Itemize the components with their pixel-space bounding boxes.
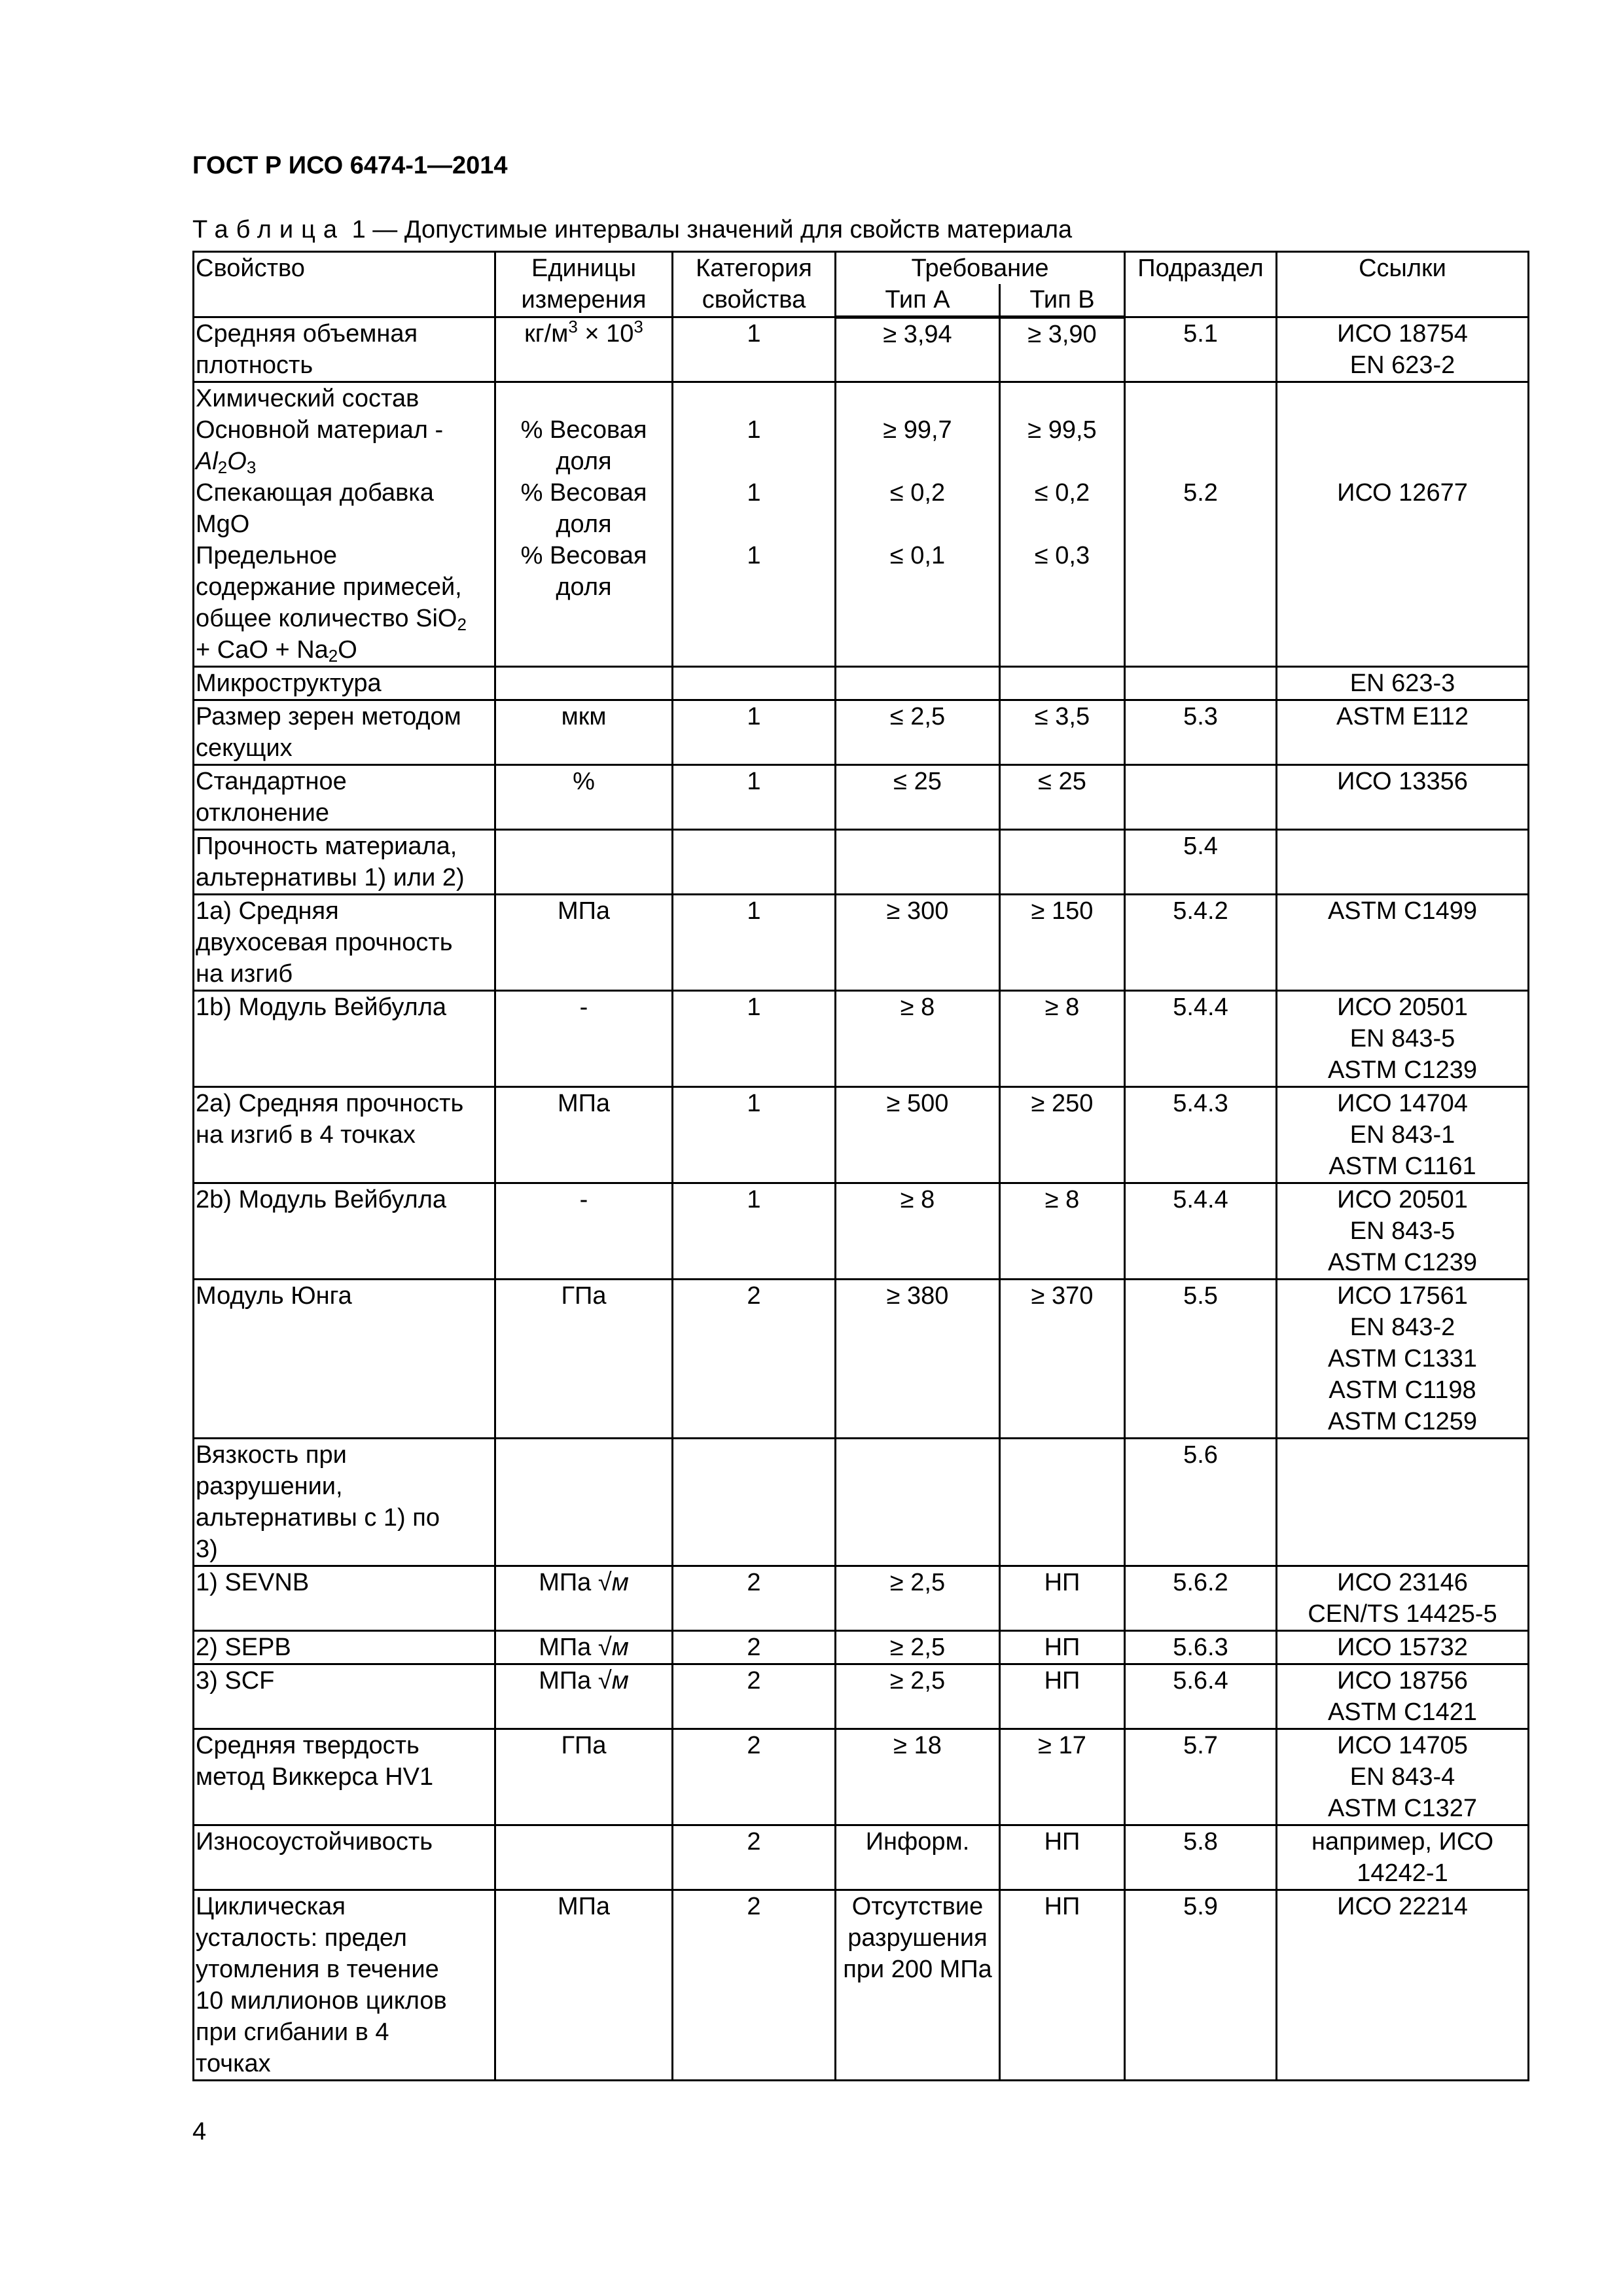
table-row: [194, 1890, 1529, 2081]
cell-property: Химический состав Основной материал - $Al_2O_3$ Спекающая добавка MgO Предельное содержание примесей, общее количество SiO$_2$ + CaO + $Na_2O$: [194, 382, 495, 667]
cell-property: Стандартное отклонение: [194, 765, 495, 830]
cell-type-a: Отсутствие разрушения при 200 МПа: [836, 1890, 1000, 2081]
cell-type-b: НП: [1000, 1566, 1125, 1631]
cell-type-a: [836, 830, 1000, 895]
cell-subsection: 5.9: [1125, 1890, 1277, 2081]
cell-subsection: 5.4: [1125, 830, 1277, 895]
cell-subsection: 5.5: [1125, 1280, 1277, 1439]
cell-type-a: ≥ 380: [836, 1280, 1000, 1439]
cell-type-a: ≥ 8: [836, 1183, 1000, 1280]
cell-unit: [495, 1825, 673, 1890]
cell-type-a: ≥ 18: [836, 1729, 1000, 1825]
cell-category: 1: [673, 1087, 836, 1183]
cell-category: 1: [673, 700, 836, 765]
cell-unit: МПа √м: [495, 1631, 673, 1664]
table-caption: [192, 217, 1072, 242]
cell-category: 1: [673, 765, 836, 830]
cell-type-b: ≤ 3,5: [1000, 700, 1125, 765]
cell-subsection: 5.7: [1125, 1729, 1277, 1825]
table-row: [194, 700, 1529, 765]
cell-unit: МПа √м: [495, 1566, 673, 1631]
table-row: [194, 1729, 1529, 1825]
table-row: [194, 991, 1529, 1087]
cell-type-b: ≥ 8: [1000, 1183, 1125, 1280]
cell-unit: МПа: [495, 895, 673, 991]
cell-subsection: 5.6.2: [1125, 1566, 1277, 1631]
cell-type-a: ≤ 2,5: [836, 700, 1000, 765]
cell-subsection: 5.6.3: [1125, 1631, 1277, 1664]
cell-unit: [495, 1439, 673, 1566]
cell-subsection: 5.4.3: [1125, 1087, 1277, 1183]
cell-type-a: ≥ 300: [836, 895, 1000, 991]
cell-property: Микроструктура: [194, 667, 495, 700]
cell-refs: EN 623-3: [1277, 667, 1529, 700]
table-row: [194, 1183, 1529, 1280]
cell-type-a: ≥ 2,5: [836, 1664, 1000, 1729]
cell-type-a: [836, 1439, 1000, 1566]
table-row: [194, 1825, 1529, 1890]
cell-category: 2: [673, 1890, 836, 2081]
cell-type-b: ≥ 17: [1000, 1729, 1125, 1825]
cell-category: [673, 830, 836, 895]
cell-property: Средняя объемная плотность: [194, 317, 495, 382]
cell-unit: $кг/м^3 \times 10^3$: [495, 317, 673, 382]
cell-property: 1a) Средняя двухосевая прочность на изгиб: [194, 895, 495, 991]
cell-type-a: ≥ 500: [836, 1087, 1000, 1183]
cell-refs: ИСО 18756 ASTM C1421: [1277, 1664, 1529, 1729]
cell-type-b: ≥ 370: [1000, 1280, 1125, 1439]
cell-property: Размер зерен методом секущих: [194, 700, 495, 765]
cell-subsection: [1125, 765, 1277, 830]
cell-subsection: 5.6: [1125, 1439, 1277, 1566]
cell-type-a: ≥ 2,5: [836, 1566, 1000, 1631]
table-row: [194, 830, 1529, 895]
col-header-subsection: Подраздел: [1125, 252, 1277, 317]
cell-type-b: НП: [1000, 1890, 1125, 2081]
cell-subsection: 5.3: [1125, 700, 1277, 765]
cell-refs: ИСО 20501 EN 843-5 ASTM C1239: [1277, 991, 1529, 1087]
cell-unit: мкм: [495, 700, 673, 765]
cell-type-b: [1000, 830, 1125, 895]
cell-unit: [495, 830, 673, 895]
cell-refs: ИСО 18754 EN 623-2: [1277, 317, 1529, 382]
cell-property: 1) SEVNB: [194, 1566, 495, 1631]
cell-type-a: Информ.: [836, 1825, 1000, 1890]
cell-property: 2b) Модуль Вейбулла: [194, 1183, 495, 1280]
cell-type-b: ≥ 250: [1000, 1087, 1125, 1183]
col-header-requirement: Требование: [836, 252, 1125, 285]
caption-number: 1: [351, 216, 366, 243]
cell-type-b: [1000, 1439, 1125, 1566]
cell-type-b: ≥ 150: [1000, 895, 1125, 991]
cell-type-a: ≥ 99,7 ≤ 0,2 ≤ 0,1: [836, 382, 1000, 667]
cell-refs: ИСО 20501 EN 843-5 ASTM C1239: [1277, 1183, 1529, 1280]
cell-category: 1: [673, 895, 836, 991]
cell-refs: [1277, 1439, 1529, 1566]
cell-category: 2: [673, 1664, 836, 1729]
col-header-refs: Ссылки: [1277, 252, 1529, 317]
cell-unit: МПа √м: [495, 1664, 673, 1729]
cell-type-a: ≥ 8: [836, 991, 1000, 1087]
table-row: [194, 1664, 1529, 1729]
cell-refs: ASTM C1499: [1277, 895, 1529, 991]
cell-category: 1: [673, 1183, 836, 1280]
header-row-1: [194, 252, 1529, 285]
cell-unit: -: [495, 991, 673, 1087]
cell-refs: [1277, 830, 1529, 895]
table-row: [194, 667, 1529, 700]
table-row: [194, 317, 1529, 382]
cell-unit: МПа: [495, 1087, 673, 1183]
cell-subsection: 5.2: [1125, 382, 1277, 667]
cell-subsection: 5.4.4: [1125, 991, 1277, 1087]
document-header: ГОСТ Р ИСО 6474-1—2014: [192, 152, 508, 179]
table-row: [194, 1439, 1529, 1566]
cell-property: Циклическая усталость: предел утомления в течение 10 миллионов циклов при сгибании в 4 точках: [194, 1890, 495, 2081]
cell-refs: ИСО 17561 EN 843-2 ASTM C1331 ASTM C1198 ASTM C1259: [1277, 1280, 1529, 1439]
cell-type-a: ≤ 25: [836, 765, 1000, 830]
col-header-property: Свойство: [194, 252, 495, 317]
table-row: [194, 1280, 1529, 1439]
table-row: [194, 1087, 1529, 1183]
cell-type-b: НП: [1000, 1664, 1125, 1729]
cell-property: Средняя твердость метод Виккерса HV1: [194, 1729, 495, 1825]
cell-refs: ИСО 14705 EN 843-4 ASTM C1327: [1277, 1729, 1529, 1825]
cell-type-b: НП: [1000, 1825, 1125, 1890]
cell-subsection: 5.4.2: [1125, 895, 1277, 991]
col-header-units: Единицы измерения: [495, 252, 673, 317]
cell-property: 2a) Средняя прочность на изгиб в 4 точках: [194, 1087, 495, 1183]
cell-category: 1: [673, 317, 836, 382]
cell-unit: %: [495, 765, 673, 830]
cell-refs: ИСО 22214: [1277, 1890, 1529, 2081]
table-row: [194, 382, 1529, 667]
cell-refs: ИСО 12677: [1277, 382, 1529, 667]
cell-refs: ИСО 15732: [1277, 1631, 1529, 1664]
cell-property: 1b) Модуль Вейбулла: [194, 991, 495, 1087]
cell-unit: ГПа: [495, 1729, 673, 1825]
cell-unit: МПа: [495, 1890, 673, 2081]
table-row: [194, 895, 1529, 991]
cell-category: 1 1 1: [673, 382, 836, 667]
page-number: 4: [192, 2118, 207, 2145]
caption-title: — Допустимые интервалы значений для свойств материала: [372, 216, 1073, 243]
cell-property: 3) SCF: [194, 1664, 495, 1729]
cell-unit: % Весовая доля % Весовая доля % Весовая доля: [495, 382, 673, 667]
cell-property: 2) SEPB: [194, 1631, 495, 1664]
cell-type-b: [1000, 667, 1125, 700]
cell-type-b: ≥ 99,5 ≤ 0,2 ≤ 0,3: [1000, 382, 1125, 667]
cell-refs: например, ИСО 14242-1: [1277, 1825, 1529, 1890]
col-header-category: Категория свойства: [673, 252, 836, 317]
cell-refs: ИСО 23146 CEN/TS 14425-5: [1277, 1566, 1529, 1631]
table-row: [194, 1566, 1529, 1631]
cell-subsection: [1125, 667, 1277, 700]
cell-type-a: ≥ 3,94: [836, 317, 1000, 382]
col-header-type-a: Тип А: [836, 284, 1000, 317]
cell-category: 2: [673, 1825, 836, 1890]
cell-unit: [495, 667, 673, 700]
col-header-type-b: Тип В: [1000, 284, 1125, 317]
cell-refs: ИСО 14704 EN 843-1 ASTM C1161: [1277, 1087, 1529, 1183]
cell-subsection: 5.8: [1125, 1825, 1277, 1890]
cell-subsection: 5.6.4: [1125, 1664, 1277, 1729]
cell-category: 2: [673, 1280, 836, 1439]
cell-subsection: 5.1: [1125, 317, 1277, 382]
cell-type-b: ≥ 8: [1000, 991, 1125, 1087]
cell-category: [673, 667, 836, 700]
caption-label: Таблица: [192, 216, 345, 243]
properties-table: [192, 251, 1529, 2081]
cell-type-a: [836, 667, 1000, 700]
table-row: [194, 1631, 1529, 1664]
cell-property: Модуль Юнга: [194, 1280, 495, 1439]
table-row: [194, 765, 1529, 830]
cell-property: Износоустойчивость: [194, 1825, 495, 1890]
cell-property: Прочность материала, альтернативы 1) или 2): [194, 830, 495, 895]
cell-unit: ГПа: [495, 1280, 673, 1439]
cell-type-b: ≥ 3,90: [1000, 317, 1125, 382]
cell-type-b: ≤ 25: [1000, 765, 1125, 830]
cell-type-a: ≥ 2,5: [836, 1631, 1000, 1664]
cell-category: [673, 1439, 836, 1566]
cell-category: 1: [673, 991, 836, 1087]
cell-unit: -: [495, 1183, 673, 1280]
cell-type-b: НП: [1000, 1631, 1125, 1664]
cell-subsection: 5.4.4: [1125, 1183, 1277, 1280]
cell-refs: ASTM E112: [1277, 700, 1529, 765]
cell-category: 2: [673, 1631, 836, 1664]
cell-category: 2: [673, 1566, 836, 1631]
cell-refs: ИСО 13356: [1277, 765, 1529, 830]
cell-property: Вязкость при разрушении, альтернативы с 1) по 3): [194, 1439, 495, 1566]
cell-category: 2: [673, 1729, 836, 1825]
